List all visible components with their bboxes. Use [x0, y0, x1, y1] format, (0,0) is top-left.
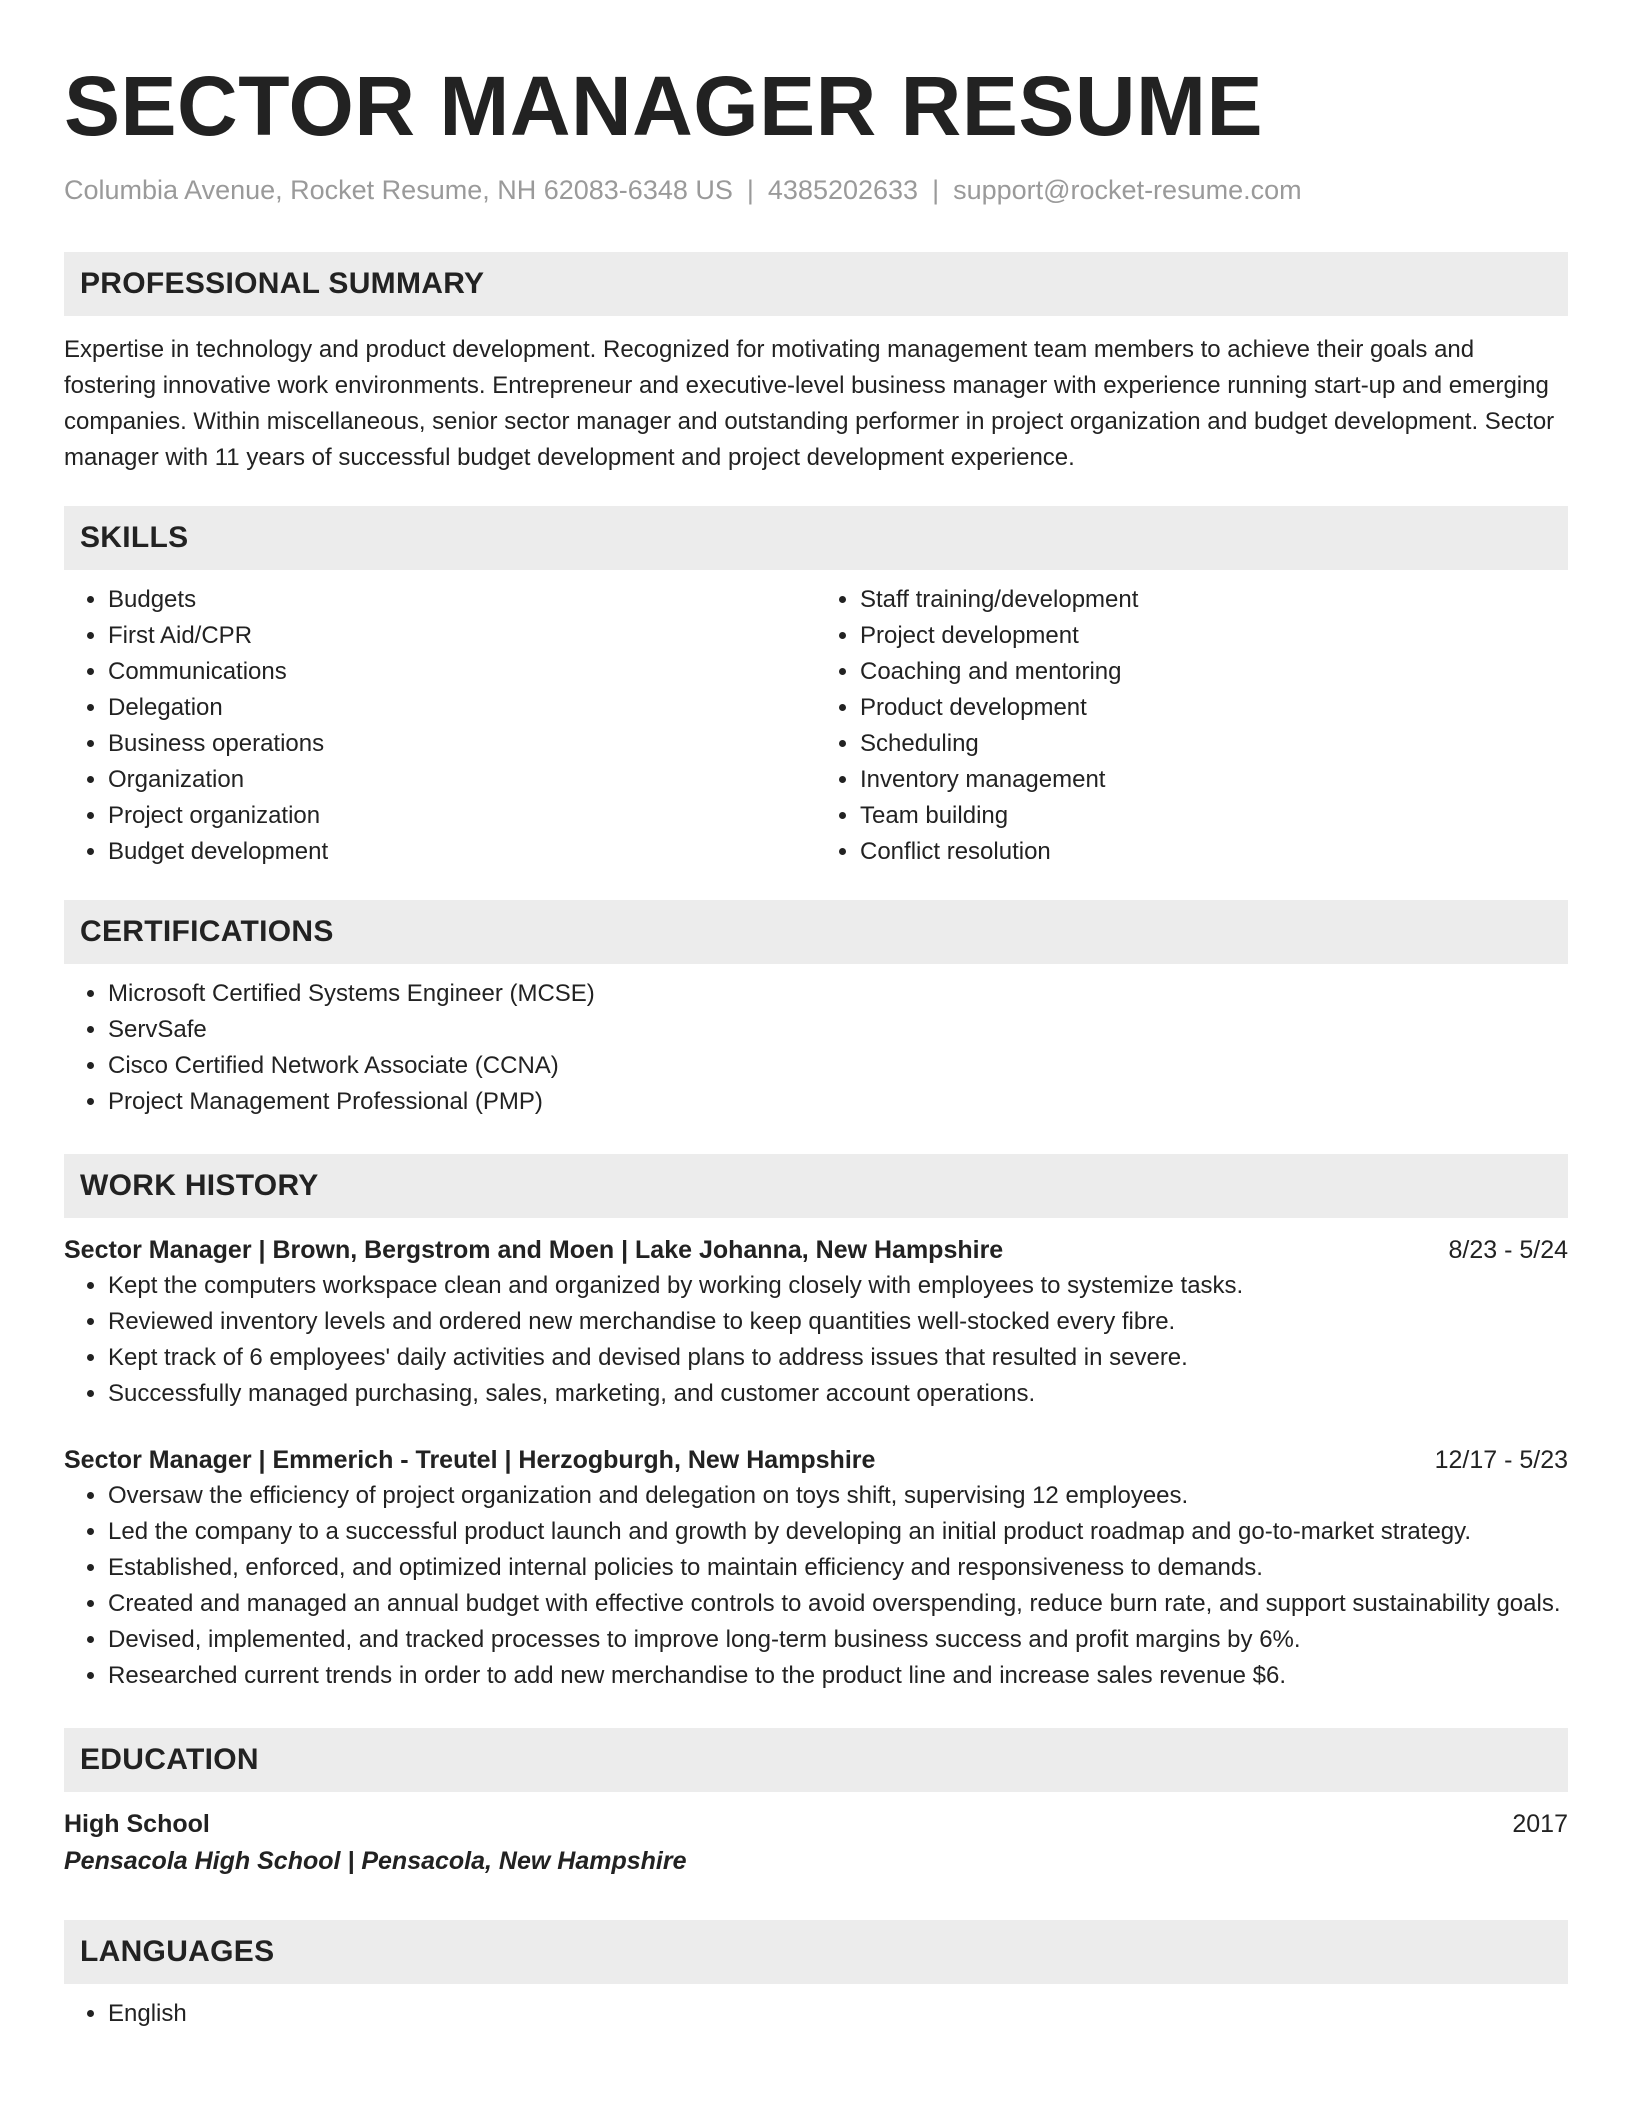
skills-columns [64, 582, 1568, 870]
job-bullet: • Created and managed an annual budget with effective controls to avoid overspending, reduce burn rate, and support sustainability goals. [108, 1586, 1568, 1622]
job-header [64, 1232, 1568, 1268]
languages-heading: LANGUAGES [64, 1920, 1568, 1984]
skill-item: • Product development [860, 690, 1568, 726]
education-heading: EDUCATION [64, 1728, 1568, 1792]
job-dates: 12/17 - 5/23 [1434, 1446, 1568, 1474]
skill-item: • Organization [108, 762, 816, 798]
job-title: Sector Manager | Brown, Bergstrom and Moen | Lake Johanna, New Hampshire [64, 1236, 1004, 1264]
job-bullets [64, 1268, 1568, 1412]
certification-item: • ServSafe [108, 1012, 1568, 1048]
skill-item: • Inventory management [860, 762, 1568, 798]
job-header [64, 1442, 1568, 1478]
job-bullet: • Researched current trends in order to add new merchandise to the product line and increase sales revenue $6. [108, 1658, 1568, 1694]
job-bullet: • Successfully managed purchasing, sales, marketing, and customer account operations. [108, 1376, 1568, 1412]
contact-email: support@rocket-resume.com [953, 175, 1302, 205]
contact-separator: | [746, 175, 754, 205]
work-history-heading: WORK HISTORY [64, 1154, 1568, 1218]
job-bullet: • Established, enforced, and optimized internal policies to maintain efficiency and responsiveness to demands. [108, 1550, 1568, 1586]
skill-item: • Team building [860, 798, 1568, 834]
certification-item: • Microsoft Certified Systems Engineer (MCSE) [108, 976, 1568, 1012]
skill-item: • Business operations [108, 726, 816, 762]
education-year: 2017 [1512, 1810, 1568, 1838]
contact-phone: 4385202633 [767, 175, 919, 205]
skill-item: • Delegation [108, 690, 816, 726]
skill-item: • Budgets [108, 582, 816, 618]
skill-item: • Scheduling [860, 726, 1568, 762]
certification-item: • Project Management Professional (PMP) [108, 1084, 1568, 1120]
job-bullet: • Reviewed inventory levels and ordered new merchandise to keep quantities well-stocked every fibre. [108, 1304, 1568, 1340]
education-degree: High School [64, 1810, 210, 1838]
skill-item: • Staff training/development [860, 582, 1568, 618]
skills-list-left [64, 582, 816, 870]
skills-list-right [816, 582, 1568, 870]
summary-text: Expertise in technology and product development. Recognized for motivating management team members to achieve their goals and fostering innovative work environments. Entrepreneur and executive-level business manager with experience running start-up and emerging companies. Within miscellaneous, senior sector manager and outstanding performer in project organization and budget development. Sector manager with 11 years of successful budget development and project development experience. [64, 336, 1555, 471]
contact-line [64, 170, 1568, 210]
skill-item: • Conflict resolution [860, 834, 1568, 870]
skill-item: • Budget development [108, 834, 816, 870]
language-item: • English [108, 1996, 1568, 2032]
certification-item: • Cisco Certified Network Associate (CCNA) [108, 1048, 1568, 1084]
certifications-heading: CERTIFICATIONS [64, 900, 1568, 964]
job-bullet: • Oversaw the efficiency of project organization and delegation on toys shift, supervising 12 employees. [108, 1478, 1568, 1514]
skill-item: • First Aid/CPR [108, 618, 816, 654]
job-bullet: • Devised, implemented, and tracked processes to improve long-term business success and profit margins by 6%. [108, 1622, 1568, 1658]
job-title: Sector Manager | Emmerich - Treutel | Herzogburgh, New Hampshire [64, 1446, 876, 1474]
skill-item: • Project development [860, 618, 1568, 654]
job-bullets [64, 1478, 1568, 1694]
skill-item: • Communications [108, 654, 816, 690]
resume-title: SECTOR MANAGER RESUME [64, 59, 1264, 153]
contact-address: Columbia Avenue, Rocket Resume, NH 62083-6348 US [64, 175, 733, 205]
job-dates: 8/23 - 5/24 [1448, 1236, 1568, 1264]
job-bullet: • Kept the computers workspace clean and organized by working closely with employees to systemize tasks. [108, 1268, 1568, 1304]
education-school: Pensacola High School | Pensacola, New Hampshire [64, 1847, 687, 1875]
contact-separator: | [932, 175, 940, 205]
skills-heading: SKILLS [64, 506, 1568, 570]
certifications-list [64, 976, 1568, 1120]
languages-list [64, 1996, 1568, 2032]
skill-item: • Coaching and mentoring [860, 654, 1568, 690]
skill-item: • Project organization [108, 798, 816, 834]
job-bullet: • Kept track of 6 employees' daily activities and devised plans to address issues that resulted in severe. [108, 1340, 1568, 1376]
summary-heading: PROFESSIONAL SUMMARY [64, 252, 1568, 316]
education-header [64, 1806, 1568, 1842]
job-bullet: • Led the company to a successful product launch and growth by developing an initial product roadmap and go-to-market strategy. [108, 1514, 1568, 1550]
